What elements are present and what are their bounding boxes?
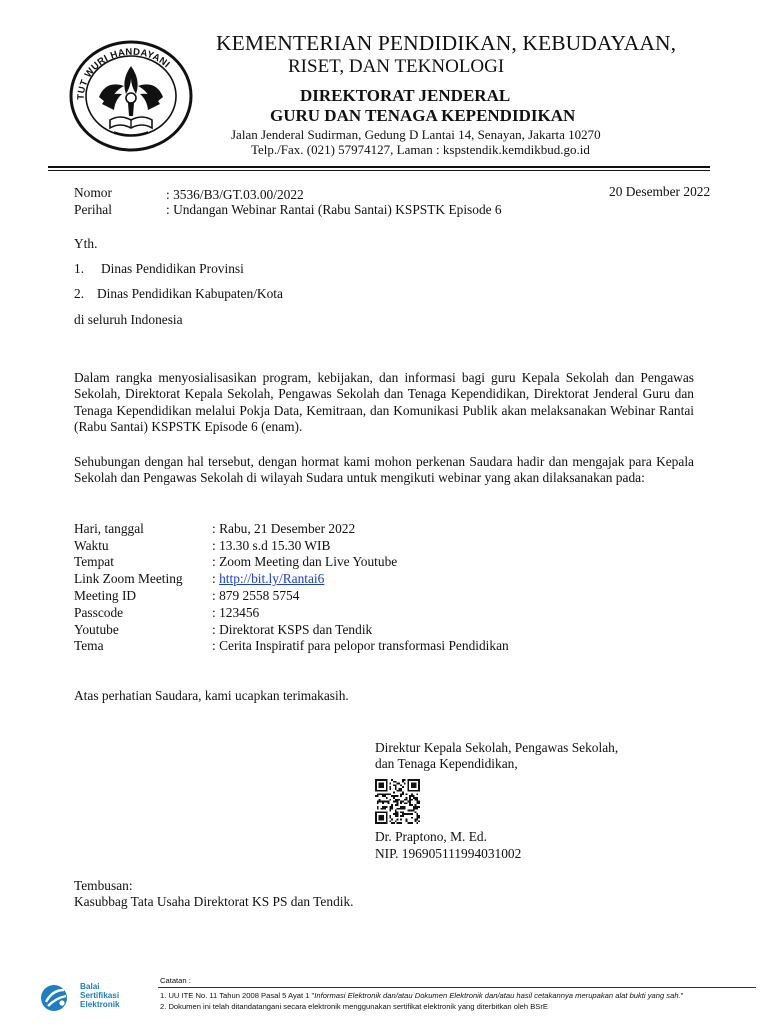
letter-date: 20 Desember 2022	[609, 184, 711, 199]
detail-label-meeting-id: Meeting ID	[74, 588, 137, 603]
detail-value-passcode: : 123456	[212, 605, 260, 620]
recipient-location: di seluruh Indonesia	[74, 312, 183, 327]
detail-value-place: : Zoom Meeting dan Live Youtube	[212, 554, 398, 569]
body-paragraph-2: Sehubungan dengan hal tersebut, dengan hormat kami mohon perkenan Saudara hadir dan mengajak para Kepala Sekolah dan Pengawas Sekolah di wilayah Sudara untuk mengikuti webinar yang akan dilaksanakan pada:	[74, 454, 694, 486]
detail-label-place: Tempat	[74, 554, 114, 569]
salutation: Yth.	[74, 236, 98, 251]
detail-label-time: Waktu	[74, 538, 109, 553]
recipient-2-name: Dinas Pendidikan Kabupaten/Kota	[97, 286, 283, 301]
zoom-meeting-link[interactable]: http://bit.ly/Rantai6	[219, 571, 325, 586]
bsre-label-line3: Elektronik	[80, 1000, 120, 1009]
bsre-label-line2: Sertifikasi	[80, 991, 120, 1000]
detail-value-youtube: : Direktorat KSPS dan Tendik	[212, 622, 373, 637]
cc-recipient: Kasubbag Tata Usaha Direktorat KS PS dan Tendik.	[74, 894, 354, 909]
detail-label-zoom-link: Link Zoom Meeting	[74, 571, 183, 586]
footer-note-2: 2. Dokumen ini telah ditandatangani secara elektronik menggunakan sertifikat elektronik yang diterbitkan oleh BSrE	[160, 1002, 548, 1011]
svg-text:TUT WURI HANDAYANI: TUT WURI HANDAYANI	[75, 46, 172, 101]
directorate-name-line2: GURU DAN TENAGA KEPENDIDIKAN	[270, 106, 576, 125]
nomor-label: Nomor	[74, 185, 112, 200]
signatory-title-line1: Direktur Kepala Sekolah, Pengawas Sekolah,	[375, 740, 619, 755]
nomor-value: : 3536/B3/GT.03.00/2022	[166, 187, 304, 202]
signatory-name: Dr. Praptono, M. Ed.	[375, 829, 487, 844]
ministry-name-line1: KEMENTERIAN PENDIDIKAN, KEBUDAYAAN,	[216, 31, 677, 55]
detail-value-date: : Rabu, 21 Desember 2022	[212, 521, 356, 536]
bsre-label-line1: Balai	[80, 982, 100, 991]
letterhead-address: Jalan Jenderal Sudirman, Gedung D Lantai 14, Senayan, Jakarta 10270	[231, 127, 601, 142]
signatory-title-line2: dan Tenaga Kependidikan,	[375, 756, 518, 771]
body-paragraph-1: Dalam rangka menyosialisasikan program, kebijakan, dan informasi bagi guru Kepala Sekolah dan Pengawas Sekolah, Direktorat Kepala Sekolah, Pengawas Sekolah dan Tenaga Kependidikan, Direktorat Jenderal Guru dan Tenaga Kependidikan melalui Pokja Data, Kemitraan, dan Komunikasi Publik akan melaksanakan Webinar Rantai (Rabu Santai) KSPSTK Episode 6 (enam).	[74, 370, 694, 435]
perihal-label: Perihal	[74, 202, 112, 217]
ministry-name-line2: RISET, DAN TEKNOLOGI	[288, 56, 505, 77]
footer-note-1	[160, 991, 683, 1000]
cc-label: Tembusan:	[74, 878, 133, 893]
letterhead-divider-thick	[48, 166, 710, 168]
qr-code-signature	[375, 779, 420, 824]
recipient-1-name: Dinas Pendidikan Provinsi	[101, 261, 244, 276]
recipient-1-number: 1.	[74, 261, 85, 276]
perihal-value: : Undangan Webinar Rantai (Rabu Santai) KSPSTK Episode 6	[166, 202, 502, 217]
detail-label-date: Hari, tanggal	[74, 521, 144, 536]
detail-value-time: : 13.30 s.d 15.30 WIB	[212, 538, 331, 553]
detail-value-meeting-id: : 879 2558 5754	[212, 588, 300, 603]
footer-divider	[158, 987, 756, 988]
signatory-nip: NIP. 196905111994031002	[375, 846, 522, 861]
detail-value-theme: : Cerita Inspiratif para pelopor transformasi Pendidikan	[212, 638, 509, 653]
detail-label-youtube: Youtube	[74, 622, 119, 637]
detail-label-passcode: Passcode	[74, 605, 124, 620]
footer-note-1-quote: Informasi Elektronik dan/atau Dokumen Elektronik dan/atau hasil cetakannya merupakan alat bukti yang sah.	[314, 991, 681, 1000]
detail-label-theme: Tema	[74, 638, 104, 653]
letterhead-divider-thin	[48, 170, 710, 171]
closing-sentence: Atas perhatian Saudara, kami ucapkan terimakasih.	[74, 688, 349, 703]
detail-value-zoom-link	[212, 571, 324, 588]
directorate-name-line1: DIREKTORAT JENDERAL	[300, 86, 511, 105]
footer-note-1-end: "	[680, 991, 684, 1000]
footer-notes-label: Catatan :	[160, 976, 191, 985]
zoom-link-colon: :	[212, 571, 220, 586]
footer-note-1-prefix: 1. UU ITE No. 11 Tahun 2008 Pasal 5 Ayat 1 "	[160, 991, 315, 1000]
letterhead-contact: Telp./Fax. (021) 57974127, Laman : kspstendik.kemdikbud.go.id	[251, 142, 590, 157]
tut-wuri-handayani-logo	[62, 34, 200, 154]
recipient-2-number: 2.	[74, 286, 85, 301]
bsre-logo-icon	[38, 982, 76, 1014]
